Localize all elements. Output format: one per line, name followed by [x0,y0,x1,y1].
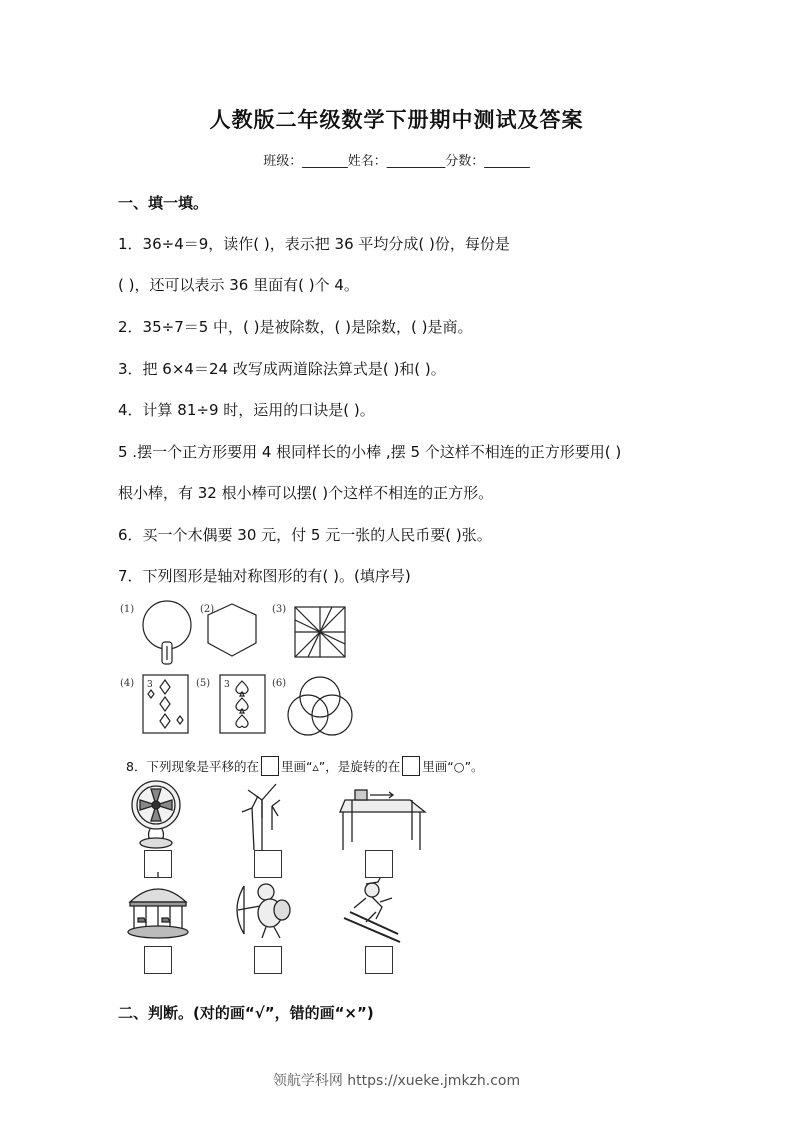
skier-icon [344,878,400,942]
answer-box-wind-turbine[interactable] [254,850,282,878]
q7-label-4: (4) [120,678,135,689]
q7-label-1: (1) [120,604,135,615]
q7-label-2: (2) [200,604,215,615]
table-with-box-icon [340,790,425,850]
electric-fan-icon [132,781,180,848]
wind-turbine-icon [242,784,280,850]
student-info-line: 班级：_______姓名：_________分数：_______ [263,154,530,169]
question-5-line-2: 根小棒，有 32 根小棒可以摆( )个这样不相连的正方形。 [118,484,494,502]
answer-box-skier[interactable] [365,946,393,974]
question-2: 2．35÷7＝5 中，( )是被除数，( )是除数，( )是商。 [118,318,473,336]
section-2-heading: 二、判断。(对的画“√”，错的画“×”) [118,1004,374,1022]
section-1-heading: 一、填一填。 [118,194,209,212]
footer-watermark: 领航学科网 https://xueke.jmkzh.com [272,1073,521,1089]
q8-text-1: 8．下列现象是平移的在 [126,759,259,774]
carousel-icon [128,872,188,938]
answer-box-carousel[interactable] [144,946,172,974]
q8-text-2: 里画“▵”，是旋转的在 [280,759,401,774]
q8-text-3: 里画“○”。 [422,759,484,774]
question-5-line-1: 5 .摆一个正方形要用 4 根同样长的小棒 ,摆 5 个这样不相连的正方形要用( ) [118,443,622,461]
question-6: 6．买一个木偶要 30 元，付 5 元一张的人民币要( )张。 [118,526,492,544]
q7-label-6: (6) [272,678,287,689]
q7-label-3: (3) [272,604,287,615]
page-title: 人教版二年级数学下册期中测试及答案 [209,108,584,132]
archer-icon [237,884,290,938]
question-4: 4．计算 81÷9 时，运用的口诀是( )。 [118,401,375,419]
question-7: 7．下列图形是轴对称图形的有( )。(填序号) [118,567,411,585]
svg-text:3: 3 [147,680,153,690]
question-1-line-1: 1．36÷4＝9，读作( )，表示把 36 平均分成( )份，每份是 [118,235,510,253]
svg-text:3: 3 [224,680,230,690]
q7-label-5: (5) [196,678,211,689]
answer-box-archer[interactable] [254,946,282,974]
question-1-line-2: ( )，还可以表示 36 里面有( )个 4。 [118,276,359,294]
question-3: 3．把 6×4＝24 改写成两道除法算式是( )和( )。 [118,360,446,378]
answer-box-table[interactable] [365,850,393,878]
answer-box-fan[interactable] [144,850,172,878]
